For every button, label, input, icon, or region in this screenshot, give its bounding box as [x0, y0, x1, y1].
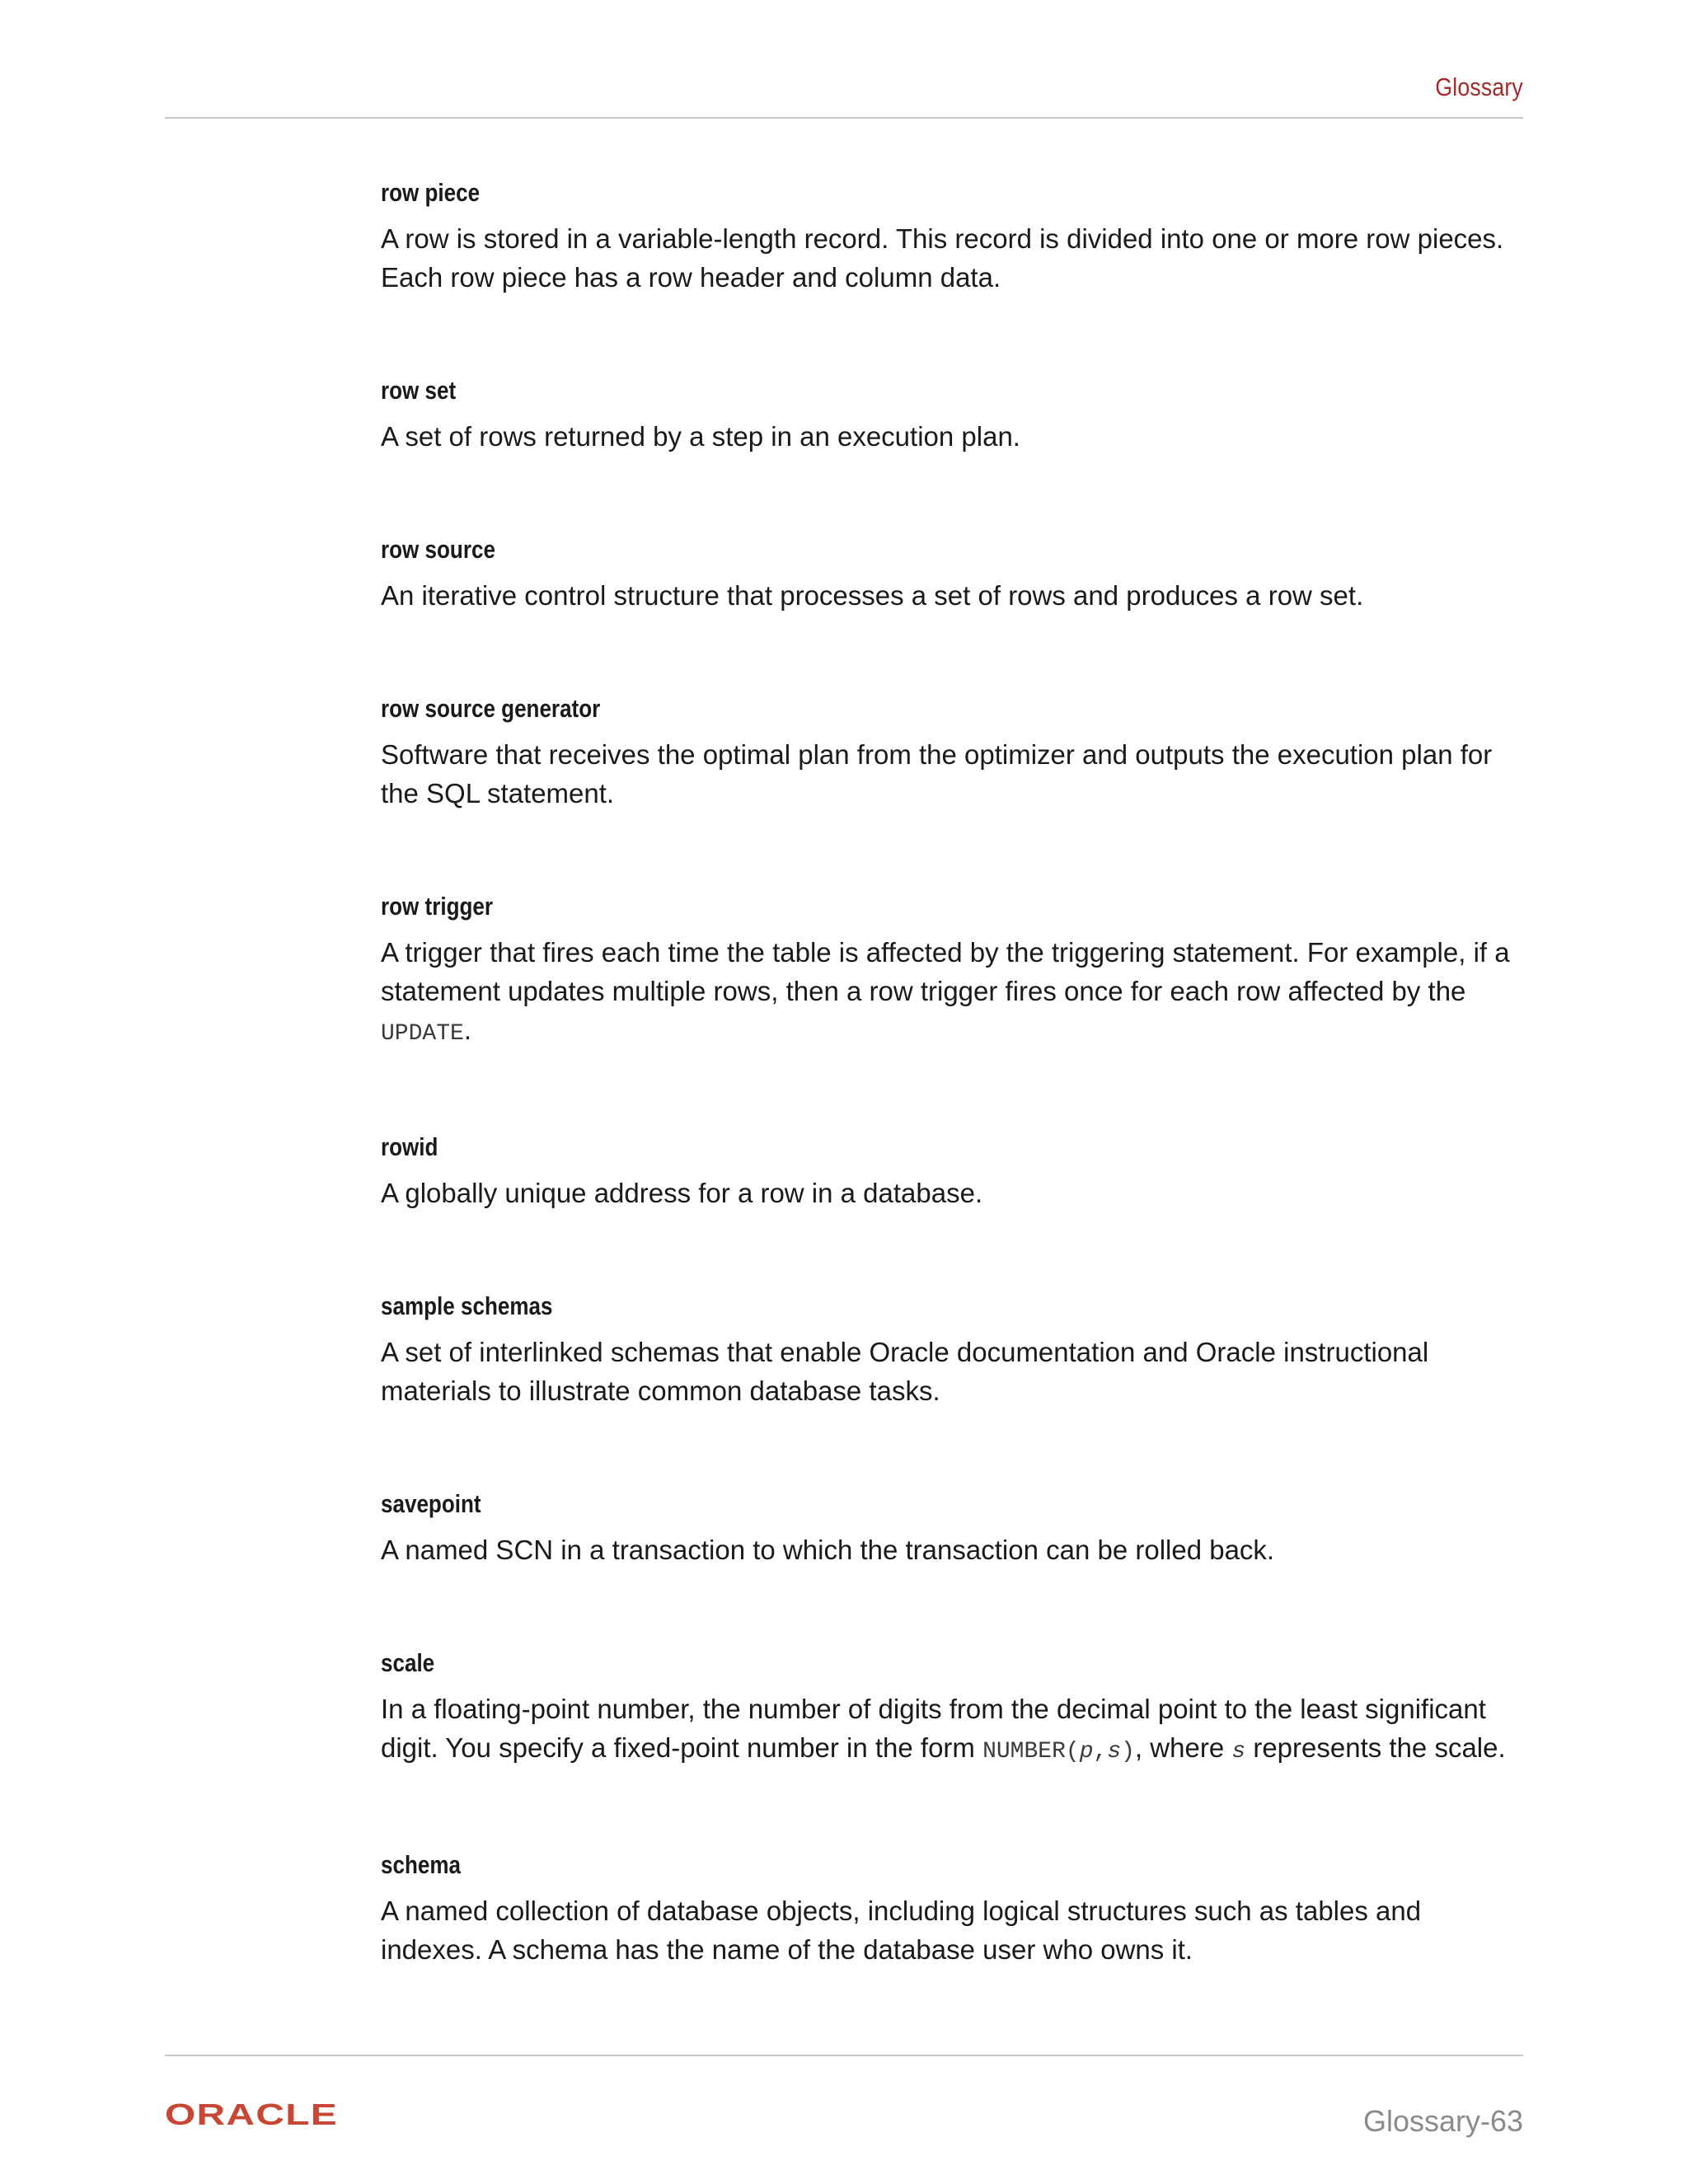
glossary-definition: [381, 1690, 1526, 1771]
glossary-term: row trigger: [381, 892, 494, 921]
code-literal: NUMBER(: [982, 1739, 1080, 1765]
glossary-term: row source generator: [381, 694, 601, 723]
definition-text: , where: [1134, 1732, 1232, 1763]
code-literal: ): [1121, 1739, 1135, 1765]
definition-text: In a floating-point number, the number of digits from the decimal point to the least significant digit. You specify a fixed-point number in the form: [381, 1694, 1486, 1763]
glossary-entry: [381, 176, 1526, 297]
glossary-entry: [381, 1647, 1526, 1771]
glossary-term: row set: [381, 376, 457, 405]
oracle-logo: [165, 2100, 346, 2130]
code-placeholder: s: [1231, 1739, 1246, 1765]
glossary-term: sample schemas: [381, 1291, 553, 1320]
glossary-term: schema: [381, 1850, 461, 1879]
code-literal: ,: [1093, 1739, 1108, 1765]
definition-text: .: [463, 1015, 471, 1045]
code-placeholder: s: [1107, 1739, 1122, 1765]
glossary-entry: [381, 1488, 1526, 1569]
glossary-definition: An iterative control structure that processes a set of rows and produces a row set.: [381, 580, 1364, 611]
glossary-definition: A row is stored in a variable-length record. This record is divided into one or more row pieces. Each row piece has a row header and column data.: [381, 223, 1504, 293]
svg-text:ORACLE: ORACLE: [165, 2100, 338, 2130]
definition-text: A trigger that fires each time the table is affected by the triggering statement. For example, if a statement updates multiple rows, then a row trigger fires once for each row affected by the: [381, 937, 1510, 1006]
glossary-term: row piece: [381, 178, 481, 207]
definition-text: represents the scale.: [1245, 1732, 1506, 1763]
footer-divider: [165, 2055, 1523, 2056]
glossary-definition: A named SCN in a transaction to which the transaction can be rolled back.: [381, 1535, 1275, 1565]
glossary-entry: [381, 692, 1526, 813]
glossary-entries: [381, 176, 1526, 1969]
glossary-entry: [381, 1131, 1526, 1212]
header-divider: [165, 117, 1523, 119]
glossary-entry: [381, 890, 1526, 1053]
code-literal: UPDATE: [381, 1021, 464, 1047]
glossary-definition: Software that receives the optimal plan from the optimizer and outputs the execution plan for the SQL statement.: [381, 739, 1493, 808]
glossary-definition: [381, 933, 1526, 1053]
glossary-term: savepoint: [381, 1489, 481, 1518]
code-placeholder: p: [1079, 1739, 1094, 1765]
glossary-term: row source: [381, 535, 495, 564]
glossary-term: scale: [381, 1648, 435, 1677]
glossary-definition: A globally unique address for a row in a database.: [381, 1178, 983, 1208]
glossary-entry: [381, 533, 1526, 615]
glossary-entry: [381, 1290, 1526, 1410]
page-number: Glossary-63: [1362, 2104, 1523, 2138]
glossary-term: rowid: [381, 1132, 438, 1161]
glossary-definition: A set of interlinked schemas that enable Oracle documentation and Oracle instructional materials to illustrate common database tasks.: [381, 1337, 1429, 1406]
glossary-entry: [381, 1849, 1526, 1969]
glossary-definition: A set of rows returned by a step in an execution plan.: [381, 421, 1020, 452]
running-header-title: Glossary: [1435, 73, 1523, 101]
glossary-definition: A named collection of database objects, including logical structures such as tables and indexes. A schema has the name of the database user who owns it.: [381, 1896, 1422, 1965]
glossary-entry: [381, 374, 1526, 456]
